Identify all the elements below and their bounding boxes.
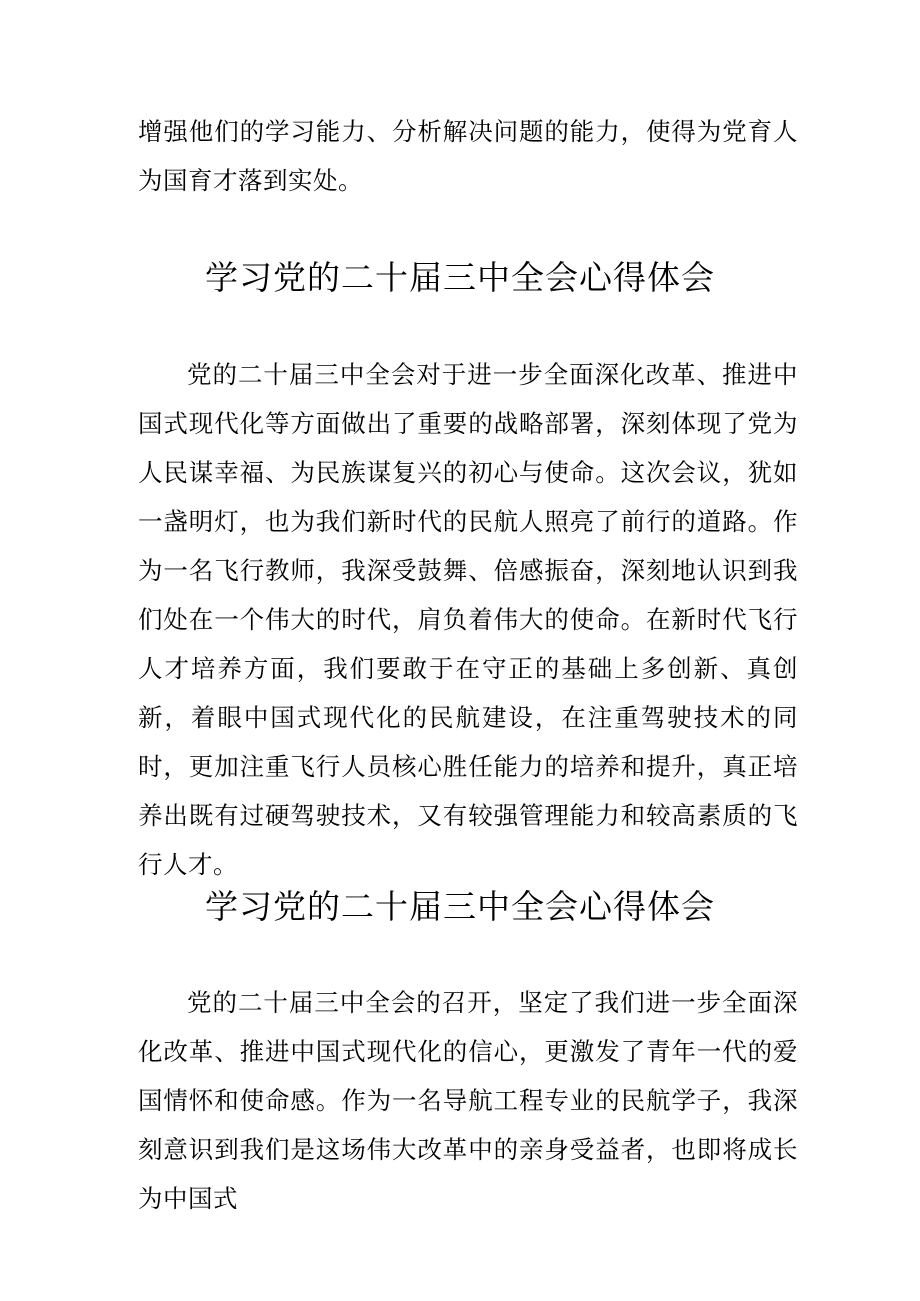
body-paragraph: 增强他们的学习能力、分析解决问题的能力，使得为党育人为国育才落到实处。	[138, 117, 798, 195]
body-paragraph: 党的二十届三中全会的召开，坚定了我们进一步全面深化改革、推进中国式现代化的信心，更激发了青年一代的爱国情怀和使命感。作为一名导航工程专业的民航学子，我深刻意识到我们是这场伟大改革中的亲身受益者，也即将成长为中国式	[138, 988, 798, 1213]
section-heading: 学习党的二十届三中全会心得体会	[205, 887, 715, 926]
section-heading: 学习党的二十届三中全会心得体会	[205, 258, 715, 297]
body-paragraph: 党的二十届三中全会对于进一步全面深化改革、推进中国式现代化等方面做出了重要的战略部署，深刻体现了党为人民谋幸福、为民族谋复兴的初心与使命。这次会议，犹如一盏明灯，也为我们新时代的民航人照亮了前行的道路。作为一名飞行教师，我深受鼓舞、倍感振奋，深刻地认识到我们处在一个伟大的时代，肩负着伟大的使命。在新时代飞行人才培养方面，我们要敢于在守正的基础上多创新、真创新，着眼中国式现代化的民航建设，在注重驾驶技术的同时，更加注重飞行人员核心胜任能力的培养和提升，真正培养出既有过硬驾驶技术，又有较强管理能力和较高素质的飞行人才。	[138, 360, 798, 879]
